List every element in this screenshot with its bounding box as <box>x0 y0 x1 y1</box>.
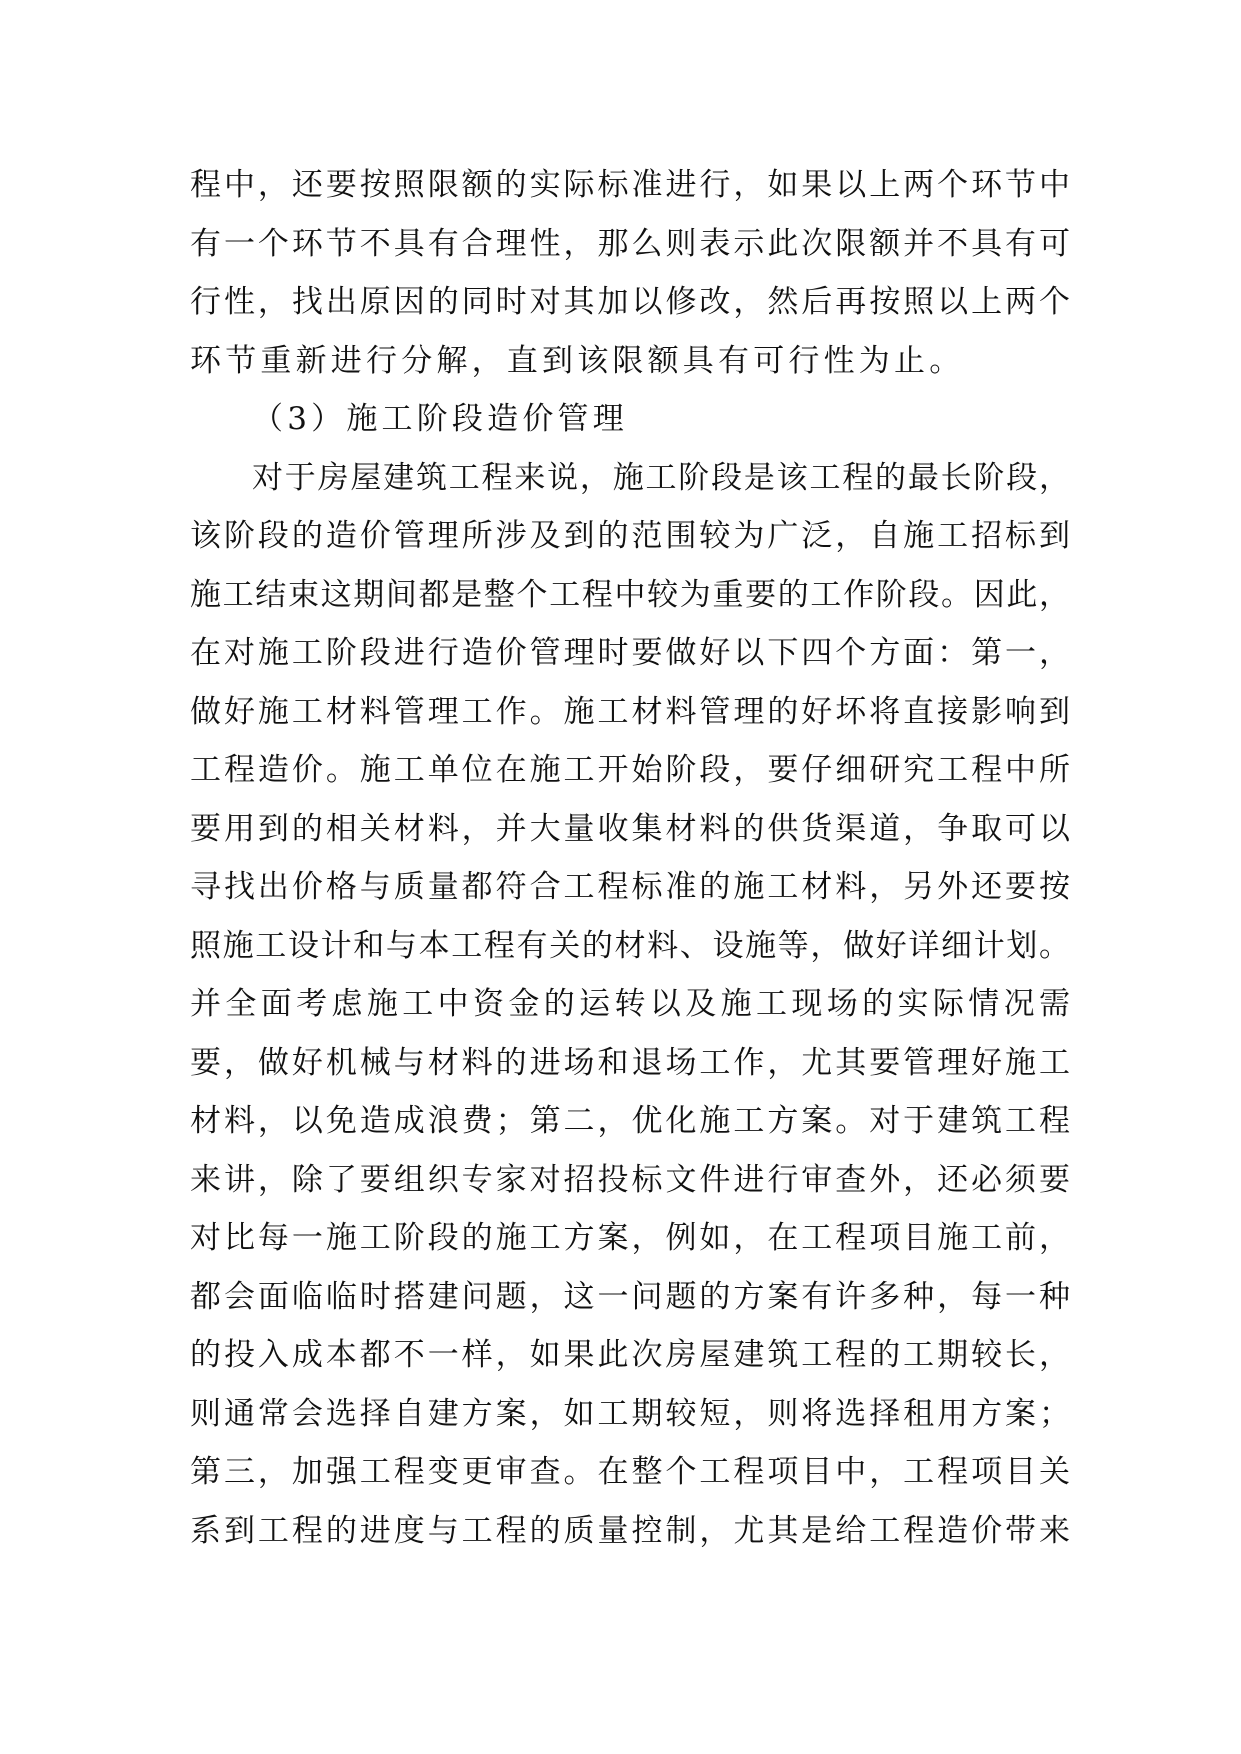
text-line: 该阶段的造价管理所涉及到的范围较为广泛，自施工招标到 <box>190 518 1070 554</box>
text-line: 的投入成本都不一样，如果此次房屋建筑工程的工期较长， <box>190 1337 1070 1373</box>
text-line: 第三，加强工程变更审查。在整个工程项目中，工程项目关 <box>190 1454 1070 1490</box>
text-line: 程中，还要按照限额的实际标准进行，如果以上两个环节中 <box>190 167 1070 203</box>
text-line: 要用到的相关材料，并大量收集材料的供货渠道，争取可以 <box>190 810 1070 847</box>
text-line: 寻找出价格与质量都符合工程标准的施工材料，另外还要按 <box>190 869 1070 905</box>
body-text <box>190 156 1070 1560</box>
text-line: 都会面临临时搭建问题，这一问题的方案有许多种，每一种 <box>190 1278 1070 1315</box>
text-line: 则通常会选择自建方案，如工期较短，则将选择租用方案； <box>190 1395 1070 1432</box>
text-line: 有一个环节不具有合理性，那么则表示此次限额并不具有可 <box>190 225 1070 262</box>
text-line: 材料，以免造成浪费；第二，优化施工方案。对于建筑工程 <box>190 1103 1070 1139</box>
text-line: 系到工程的进度与工程的质量控制，尤其是给工程造价带来 <box>190 1512 1070 1549</box>
text-line: 对于房屋建筑工程来说，施工阶段是该工程的最长阶段， <box>252 459 1070 496</box>
text-line: 照施工设计和与本工程有关的材料、设施等，做好详细计划。 <box>190 927 1070 964</box>
text-line: 并全面考虑施工中资金的运转以及施工现场的实际情况需 <box>190 986 1070 1022</box>
text-line: 做好施工材料管理工作。施工材料管理的好坏将直接影响到 <box>190 693 1070 730</box>
section-heading: （3）施工阶段造价管理 <box>252 401 628 437</box>
text-line: 要，做好机械与材料的进场和退场工作，尤其要管理好施工 <box>190 1044 1070 1081</box>
text-line: 施工结束这期间都是整个工程中较为重要的工作阶段。因此， <box>190 576 1070 613</box>
text-line: 对比每一施工阶段的施工方案，例如，在工程项目施工前， <box>190 1220 1070 1256</box>
text-line: 来讲，除了要组织专家对招投标文件进行审查外，还必须要 <box>190 1161 1070 1198</box>
text-line: 工程造价。施工单位在施工开始阶段，要仔细研究工程中所 <box>190 752 1070 788</box>
text-line: 行性，找出原因的同时对其加以修改，然后再按照以上两个 <box>190 284 1070 320</box>
text-line: 在对施工阶段进行造价管理时要做好以下四个方面：第一， <box>190 635 1070 671</box>
text-line: 环节重新进行分解，直到该限额具有可行性为止。 <box>190 342 965 379</box>
